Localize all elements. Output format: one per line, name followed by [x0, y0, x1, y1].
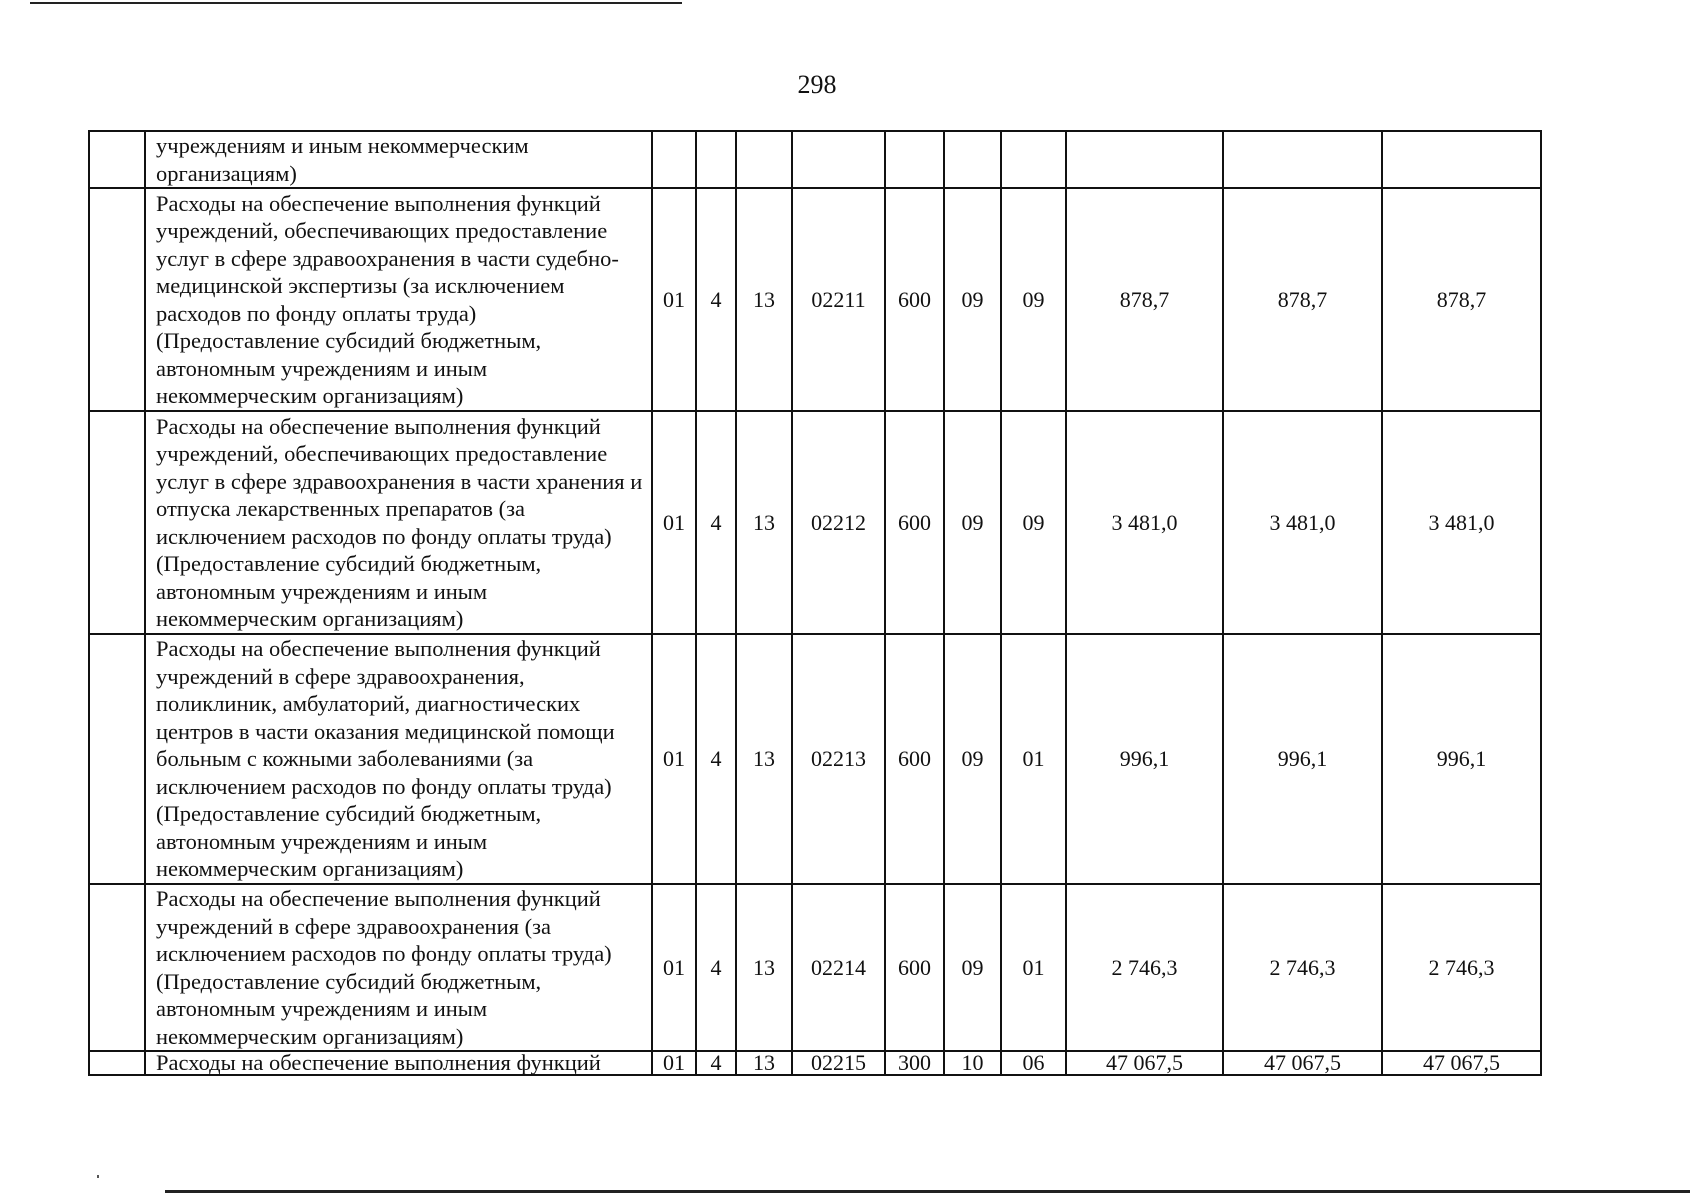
- code-cell: 01: [652, 634, 696, 884]
- table-row: [89, 188, 1541, 411]
- amount-cell: 996,1: [1066, 634, 1223, 884]
- code-cell: 01: [1001, 634, 1066, 884]
- code-cell: 06: [1001, 1051, 1066, 1075]
- code-cell: 01: [652, 188, 696, 411]
- amount-cell: [1066, 131, 1223, 188]
- code-cell: [696, 131, 736, 188]
- amount-cell: 2 746,3: [1223, 884, 1382, 1051]
- code-cell: 300: [885, 1051, 944, 1075]
- amount-cell: 2 746,3: [1382, 884, 1541, 1051]
- amount-cell: 3 481,0: [1382, 411, 1541, 634]
- table-row: [89, 1051, 1541, 1075]
- row-number-cell: [89, 131, 145, 188]
- amount-cell: 3 481,0: [1066, 411, 1223, 634]
- code-cell: 13: [736, 411, 792, 634]
- description-cell: Расходы на обеспечение выполнения функций учреждений, обеспечивающих предоставление услуг в сфере здравоохранения в части хранения и отпуска лекарственных препаратов (за исключением расходов по фонду оплаты труда) (Предоставление субсидий бюджетным, автономным учреждениям и иным некоммерческим организациям): [145, 411, 652, 634]
- amount-cell: 878,7: [1066, 188, 1223, 411]
- code-cell: 02213: [792, 634, 885, 884]
- code-cell: 09: [944, 188, 1001, 411]
- scan-edge-line-bottom: [165, 1190, 1690, 1193]
- amount-cell: [1382, 131, 1541, 188]
- scan-speck: [97, 1175, 99, 1178]
- row-number-cell: [89, 634, 145, 884]
- code-cell: [736, 131, 792, 188]
- code-cell: 600: [885, 188, 944, 411]
- row-number-cell: [89, 188, 145, 411]
- row-number-cell: [89, 411, 145, 634]
- code-cell: 02214: [792, 884, 885, 1051]
- code-cell: 4: [696, 634, 736, 884]
- code-cell: [944, 131, 1001, 188]
- budget-table: [88, 130, 1542, 1076]
- row-number-cell: [89, 884, 145, 1051]
- code-cell: 01: [1001, 884, 1066, 1051]
- amount-cell: 2 746,3: [1066, 884, 1223, 1051]
- description-cell: учреждениям и иным некоммерческим организациям): [145, 131, 652, 188]
- code-cell: 600: [885, 634, 944, 884]
- code-cell: 4: [696, 411, 736, 634]
- code-cell: 09: [944, 634, 1001, 884]
- code-cell: 01: [652, 411, 696, 634]
- code-cell: 10: [944, 1051, 1001, 1075]
- amount-cell: 47 067,5: [1382, 1051, 1541, 1075]
- code-cell: 4: [696, 188, 736, 411]
- code-cell: 4: [696, 884, 736, 1051]
- code-cell: 09: [1001, 188, 1066, 411]
- code-cell: 02211: [792, 188, 885, 411]
- code-cell: [792, 131, 885, 188]
- page-number: 298: [797, 70, 837, 99]
- code-cell: [1001, 131, 1066, 188]
- amount-cell: 3 481,0: [1223, 411, 1382, 634]
- table-row: [89, 884, 1541, 1051]
- amount-cell: 996,1: [1223, 634, 1382, 884]
- amount-cell: 47 067,5: [1066, 1051, 1223, 1075]
- code-cell: 02212: [792, 411, 885, 634]
- description-cell: Расходы на обеспечение выполнения функций учреждений, обеспечивающих предоставление услуг в сфере здравоохранения в части судебно-медицинской экспертизы (за исключением расходов по фонду оплаты труда) (Предоставление субсидий бюджетным, автономным учреждениям и иным некоммерческим организациям): [145, 188, 652, 411]
- amount-cell: [1223, 131, 1382, 188]
- code-cell: 09: [944, 411, 1001, 634]
- code-cell: 13: [736, 188, 792, 411]
- code-cell: 13: [736, 884, 792, 1051]
- code-cell: 13: [736, 634, 792, 884]
- code-cell: 09: [1001, 411, 1066, 634]
- code-cell: 13: [736, 1051, 792, 1075]
- row-number-cell: [89, 1051, 145, 1075]
- code-cell: 02215: [792, 1051, 885, 1075]
- code-cell: 4: [696, 1051, 736, 1075]
- description-cell: Расходы на обеспечение выполнения функций учреждений в сфере здравоохранения (за исключением расходов по фонду оплаты труда) (Предоставление субсидий бюджетным, автономным учреждениям и иным некоммерческим организациям): [145, 884, 652, 1051]
- code-cell: 600: [885, 884, 944, 1051]
- code-cell: 09: [944, 884, 1001, 1051]
- amount-cell: 878,7: [1223, 188, 1382, 411]
- description-cell: Расходы на обеспечение выполнения функций учреждений в сфере здравоохранения, поликлиник, амбулаторий, диагностических центров в части оказания медицинской помощи больным с кожными заболеваниями (за исключением расходов по фонду оплаты труда) (Предоставление субсидий бюджетным, автономным учреждениям и иным некоммерческим организациям): [145, 634, 652, 884]
- table-row: [89, 634, 1541, 884]
- amount-cell: 878,7: [1382, 188, 1541, 411]
- code-cell: [885, 131, 944, 188]
- table-row: [89, 131, 1541, 188]
- code-cell: [652, 131, 696, 188]
- amount-cell: 996,1: [1382, 634, 1541, 884]
- description-cell: Расходы на обеспечение выполнения функций: [145, 1051, 652, 1075]
- scan-edge-line-top: [30, 2, 682, 4]
- table-row: [89, 411, 1541, 634]
- code-cell: 01: [652, 1051, 696, 1075]
- code-cell: 01: [652, 884, 696, 1051]
- amount-cell: 47 067,5: [1223, 1051, 1382, 1075]
- code-cell: 600: [885, 411, 944, 634]
